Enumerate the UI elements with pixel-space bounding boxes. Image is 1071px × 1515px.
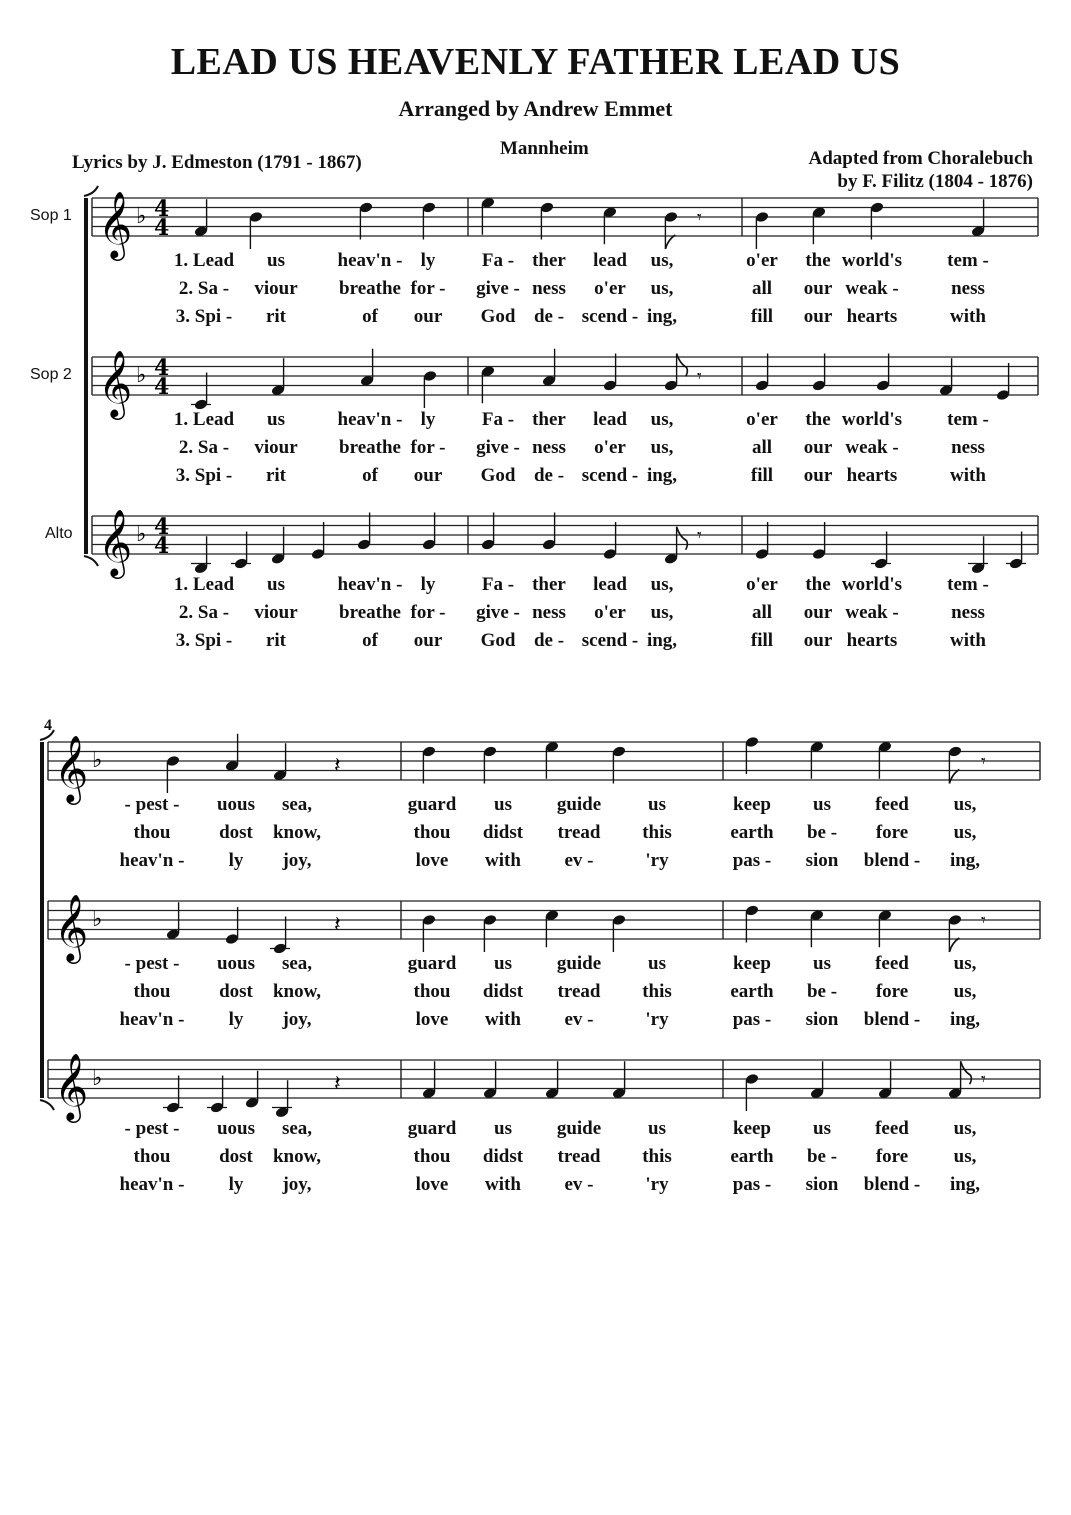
lyric-syllable: ly: [420, 574, 436, 595]
lyric-syllable: us,: [953, 1118, 977, 1139]
lyric-syllable: 1. Lead: [173, 250, 235, 271]
part-label-sop2: Sop 2: [30, 366, 72, 383]
note-flag: [961, 1061, 972, 1084]
eighth-rest-icon: 𝄾: [697, 366, 702, 387]
lyric-syllable: heav'n -: [119, 1174, 185, 1195]
lyric-syllable: be -: [806, 1146, 838, 1167]
lyric-syllable: weak -: [845, 437, 899, 458]
lyric-syllable: rit: [265, 465, 287, 486]
lyric-syllable: our: [413, 630, 443, 651]
lyric-syllable: us,: [650, 602, 674, 623]
lyric-syllable: rit: [265, 630, 287, 651]
lyric-syllable: give -: [476, 278, 520, 299]
lyric-syllable: us,: [953, 822, 977, 843]
lyric-syllable: us: [267, 574, 285, 595]
lyric-syllable: us: [813, 953, 831, 974]
time-signature-top: 4: [154, 355, 170, 381]
lyric-syllable: give -: [476, 437, 520, 458]
lyric-syllable: love: [415, 1174, 449, 1195]
treble-clef-icon: 𝄞: [98, 349, 133, 417]
flat-icon: ♭: [136, 204, 147, 229]
treble-clef-icon: 𝄞: [54, 734, 89, 802]
bracket-hook: [40, 1100, 54, 1110]
time-signature-bottom: 4: [154, 215, 170, 241]
lyric-syllable: us,: [650, 278, 674, 299]
treble-clef-icon: 𝄞: [98, 508, 133, 576]
lyric-syllable: us,: [953, 1146, 977, 1167]
lyric-syllable: - pest -: [124, 953, 180, 974]
lyric-syllable: 'ry: [645, 850, 669, 871]
lyric-syllable: ness: [532, 437, 566, 458]
lyric-syllable: love: [415, 1009, 449, 1030]
lyric-syllable: tread: [557, 822, 601, 843]
lyric-syllable: our: [413, 465, 443, 486]
lyric-syllable: blend -: [863, 850, 921, 871]
lyric-syllable: weak -: [845, 602, 899, 623]
lyric-syllable: Fa -: [481, 574, 515, 595]
lyric-syllable: with: [485, 1009, 521, 1030]
lyric-syllable: fore: [875, 822, 909, 843]
lyric-syllable: our: [803, 630, 833, 651]
lyric-syllable: fill: [750, 630, 774, 651]
eighth-rest-icon: 𝄾: [981, 751, 986, 772]
lyric-syllable: ther: [532, 409, 566, 430]
lyric-syllable: us: [267, 409, 285, 430]
lyric-syllable: feed: [875, 794, 909, 815]
lyric-syllable: hearts: [846, 306, 898, 327]
lyric-syllable: breathe: [339, 437, 401, 458]
lyric-syllable: ness: [532, 278, 566, 299]
lyric-syllable: us: [494, 953, 512, 974]
lyric-syllable: didst: [482, 822, 524, 843]
lyric-syllable: tem -: [947, 574, 989, 595]
lyric-syllable: the: [805, 250, 831, 271]
lyric-syllable: the: [805, 409, 831, 430]
flat-icon: ♭: [136, 363, 147, 388]
lyric-syllable: ly: [228, 850, 244, 871]
lyric-syllable: for -: [410, 602, 446, 623]
lyric-syllable: keep: [733, 1118, 771, 1139]
lyric-syllable: lead: [593, 574, 627, 595]
lyric-syllable: God: [480, 630, 516, 651]
lyric-syllable: - pest -: [124, 794, 180, 815]
quarter-rest-icon: 𝄽: [334, 753, 341, 779]
lyric-syllable: this: [642, 1146, 672, 1167]
lyric-syllable: 3. Spi -: [175, 630, 233, 651]
lyric-syllable: ness: [951, 602, 985, 623]
lyric-syllable: dost: [219, 981, 253, 1002]
lyric-syllable: heav'n -: [337, 409, 403, 430]
lyric-syllable: feed: [875, 1118, 909, 1139]
lyric-syllable: 1. Lead: [173, 574, 235, 595]
lyric-syllable: Fa -: [481, 409, 515, 430]
part-label-sop1: Sop 1: [30, 207, 72, 224]
lyric-syllable: 2. Sa -: [178, 278, 230, 299]
lyric-syllable: 'ry: [645, 1009, 669, 1030]
lyric-syllable: dost: [219, 822, 253, 843]
lyric-syllable: guide: [556, 953, 602, 974]
lyric-syllable: ev -: [564, 850, 594, 871]
lyric-syllable: 3. Spi -: [175, 465, 233, 486]
part-label-alto: Alto: [45, 525, 73, 542]
lyric-syllable: fill: [750, 306, 774, 327]
note-flag: [949, 938, 959, 952]
lyric-syllable: sea,: [281, 1118, 313, 1139]
lyric-syllable: de -: [533, 465, 565, 486]
lyric-syllable: with: [485, 1174, 521, 1195]
lyric-syllable: guard: [407, 794, 457, 815]
lyric-syllable: us: [648, 953, 666, 974]
lyric-syllable: our: [803, 437, 833, 458]
lyric-syllable: all: [751, 602, 773, 623]
lyric-syllable: uous: [216, 1118, 256, 1139]
lyric-syllable: us: [267, 250, 285, 271]
lyric-syllable: lead: [593, 250, 627, 271]
treble-clef-icon: 𝄞: [54, 1052, 89, 1120]
lyric-syllable: scend -: [581, 465, 639, 486]
lyric-syllable: hearts: [846, 630, 898, 651]
lyric-syllable: world's: [841, 250, 903, 271]
composer-line: by F. Filitz (1804 - 1876): [837, 171, 1033, 192]
lyric-syllable: pas -: [732, 850, 772, 871]
treble-clef-icon: 𝄞: [98, 190, 133, 258]
eighth-rest-icon: 𝄾: [981, 910, 986, 931]
lyric-syllable: heav'n -: [337, 574, 403, 595]
lyric-syllable: fore: [875, 1146, 909, 1167]
lyric-syllable: Fa -: [481, 250, 515, 271]
lyric-syllable: ev -: [564, 1009, 594, 1030]
lyric-syllable: viour: [254, 602, 298, 623]
lyric-syllable: us: [813, 794, 831, 815]
lyric-syllable: 1. Lead: [173, 409, 235, 430]
lyric-syllable: sea,: [281, 794, 313, 815]
lyric-syllable: ness: [532, 602, 566, 623]
lyric-syllable: know,: [272, 822, 322, 843]
lyric-syllable: ly: [420, 409, 436, 430]
lyric-syllable: joy,: [282, 1009, 312, 1030]
lyric-syllable: pas -: [732, 1174, 772, 1195]
note-flag: [677, 527, 688, 550]
lyric-syllable: God: [480, 465, 516, 486]
lyric-syllable: fore: [875, 981, 909, 1002]
lyric-syllable: thou: [413, 981, 451, 1002]
lyric-syllable: keep: [733, 794, 771, 815]
lyric-syllable: guard: [407, 1118, 457, 1139]
lyric-syllable: weak -: [845, 278, 899, 299]
lyric-syllable: viour: [254, 437, 298, 458]
lyric-syllable: ly: [228, 1174, 244, 1195]
quarter-rest-icon: 𝄽: [334, 912, 341, 938]
lyric-syllable: ing,: [949, 1009, 981, 1030]
lyric-syllable: us,: [650, 437, 674, 458]
lyric-syllable: joy,: [282, 850, 312, 871]
lyric-syllable: didst: [482, 981, 524, 1002]
lyric-syllable: us,: [953, 981, 977, 1002]
measure-number: 4: [44, 717, 52, 734]
lyric-syllable: ly: [228, 1009, 244, 1030]
bracket-hook: [84, 186, 98, 196]
lyric-syllable: know,: [272, 981, 322, 1002]
lyric-syllable: us: [494, 1118, 512, 1139]
note-flag: [665, 235, 675, 249]
lyric-syllable: pas -: [732, 1009, 772, 1030]
lyric-syllable: all: [751, 437, 773, 458]
time-signature-top: 4: [154, 514, 170, 540]
lyric-syllable: breathe: [339, 602, 401, 623]
lyric-syllable: 'ry: [645, 1174, 669, 1195]
lyric-syllable: heav'n -: [119, 1009, 185, 1030]
lyric-syllable: us: [648, 794, 666, 815]
lyric-syllable: with: [485, 850, 521, 871]
lyric-syllable: thou: [413, 1146, 451, 1167]
lyric-syllable: fill: [750, 465, 774, 486]
flat-icon: ♭: [92, 907, 103, 932]
lyric-syllable: ing,: [646, 465, 678, 486]
lyric-syllable: breathe: [339, 278, 401, 299]
lyric-syllable: lead: [593, 409, 627, 430]
lyric-syllable: joy,: [282, 1174, 312, 1195]
lyric-syllable: ing,: [949, 1174, 981, 1195]
lyric-syllable: o'er: [594, 278, 626, 299]
lyric-syllable: ing,: [949, 850, 981, 871]
lyric-syllable: dost: [219, 1146, 253, 1167]
lyric-syllable: o'er: [746, 574, 778, 595]
arranger-credit: Arranged by Andrew Emmet: [398, 96, 673, 121]
lyric-syllable: de -: [533, 306, 565, 327]
lyric-syllable: God: [480, 306, 516, 327]
lyric-syllable: this: [642, 981, 672, 1002]
lyric-syllable: us,: [650, 409, 674, 430]
lyric-syllable: scend -: [581, 630, 639, 651]
lyric-syllable: of: [362, 465, 378, 486]
lyric-syllable: this: [642, 822, 672, 843]
bracket-hook: [84, 556, 98, 566]
lyric-syllable: earth: [730, 822, 774, 843]
lyric-syllable: ly: [420, 250, 436, 271]
lyric-syllable: blend -: [863, 1009, 921, 1030]
lyric-syllable: earth: [730, 1146, 774, 1167]
lyric-syllable: thou: [133, 981, 171, 1002]
time-signature-top: 4: [154, 196, 170, 222]
lyric-syllable: guide: [556, 1118, 602, 1139]
lyric-syllable: feed: [875, 953, 909, 974]
lyric-syllable: heav'n -: [119, 850, 185, 871]
lyric-syllable: 2. Sa -: [178, 602, 230, 623]
lyric-syllable: world's: [841, 574, 903, 595]
lyric-syllable: ness: [951, 437, 985, 458]
lyric-syllable: ing,: [646, 306, 678, 327]
lyric-syllable: didst: [482, 1146, 524, 1167]
lyric-syllable: thou: [413, 822, 451, 843]
lyric-syllable: be -: [806, 822, 838, 843]
lyric-syllable: our: [803, 278, 833, 299]
quarter-rest-icon: 𝄽: [334, 1071, 341, 1097]
lyric-syllable: us,: [953, 794, 977, 815]
lyric-syllable: heav'n -: [337, 250, 403, 271]
lyric-syllable: us,: [650, 574, 674, 595]
lyric-syllable: with: [950, 630, 986, 651]
treble-clef-icon: 𝄞: [54, 893, 89, 961]
lyric-syllable: earth: [730, 981, 774, 1002]
lyric-syllable: our: [413, 306, 443, 327]
lyric-syllable: tread: [557, 1146, 601, 1167]
lyric-syllable: world's: [841, 409, 903, 430]
lyric-syllable: hearts: [846, 465, 898, 486]
lyric-syllable: sion: [805, 1009, 839, 1030]
eighth-rest-icon: 𝄾: [697, 525, 702, 546]
lyric-syllable: rit: [265, 306, 287, 327]
eighth-rest-icon: 𝄾: [697, 207, 702, 228]
flat-icon: ♭: [92, 748, 103, 773]
lyric-syllable: thou: [133, 1146, 171, 1167]
lyric-syllable: give -: [476, 602, 520, 623]
composer-line: Adapted from Choralebuch: [808, 148, 1033, 169]
lyric-syllable: - pest -: [124, 1118, 180, 1139]
lyric-syllable: know,: [272, 1146, 322, 1167]
note-flag: [949, 770, 959, 784]
time-signature-bottom: 4: [154, 374, 170, 400]
lyric-syllable: o'er: [594, 602, 626, 623]
lyric-syllable: us,: [650, 250, 674, 271]
lyric-syllable: tem -: [947, 250, 989, 271]
lyric-syllable: ther: [532, 250, 566, 271]
lyric-syllable: ev -: [564, 1174, 594, 1195]
lyric-syllable: of: [362, 630, 378, 651]
lyric-syllable: us: [813, 1118, 831, 1139]
time-signature-bottom: 4: [154, 533, 170, 559]
lyric-syllable: o'er: [594, 437, 626, 458]
lyric-syllable: us: [494, 794, 512, 815]
lyric-syllable: uous: [216, 953, 256, 974]
lyric-syllable: with: [950, 306, 986, 327]
lyric-syllable: thou: [133, 822, 171, 843]
lyric-syllable: for -: [410, 278, 446, 299]
lyric-syllable: our: [803, 465, 833, 486]
lyric-syllable: be -: [806, 981, 838, 1002]
lyric-syllable: keep: [733, 953, 771, 974]
lyric-syllable: guide: [556, 794, 602, 815]
flat-icon: ♭: [92, 1066, 103, 1091]
lyricist-credit: Lyrics by J. Edmeston (1791 - 1867): [72, 152, 362, 173]
lyric-syllable: our: [803, 306, 833, 327]
lyric-syllable: scend -: [581, 306, 639, 327]
lyric-syllable: 2. Sa -: [178, 437, 230, 458]
lyric-syllable: viour: [254, 278, 298, 299]
lyric-syllable: o'er: [746, 250, 778, 271]
lyric-syllable: sion: [805, 850, 839, 871]
lyric-syllable: tem -: [947, 409, 989, 430]
lyric-syllable: of: [362, 306, 378, 327]
lyric-syllable: 3. Spi -: [175, 306, 233, 327]
lyric-syllable: sion: [805, 1174, 839, 1195]
lyric-syllable: love: [415, 850, 449, 871]
eighth-rest-icon: 𝄾: [981, 1069, 986, 1090]
lyric-syllable: us: [648, 1118, 666, 1139]
lyric-syllable: ing,: [646, 630, 678, 651]
lyric-syllable: ther: [532, 574, 566, 595]
lyric-syllable: o'er: [746, 409, 778, 430]
lyric-syllable: our: [803, 602, 833, 623]
lyric-syllable: with: [950, 465, 986, 486]
lyric-syllable: blend -: [863, 1174, 921, 1195]
lyric-syllable: tread: [557, 981, 601, 1002]
lyric-syllable: guard: [407, 953, 457, 974]
lyric-syllable: us,: [953, 953, 977, 974]
tune-name: Mannheim: [500, 138, 589, 159]
lyric-syllable: all: [751, 278, 773, 299]
score-title: LEAD US HEAVENLY FATHER LEAD US: [170, 41, 901, 83]
lyric-syllable: the: [805, 574, 831, 595]
lyric-syllable: sea,: [281, 953, 313, 974]
lyric-syllable: uous: [216, 794, 256, 815]
lyric-syllable: ness: [951, 278, 985, 299]
lyric-syllable: de -: [533, 630, 565, 651]
flat-icon: ♭: [136, 522, 147, 547]
lyric-syllable: for -: [410, 437, 446, 458]
